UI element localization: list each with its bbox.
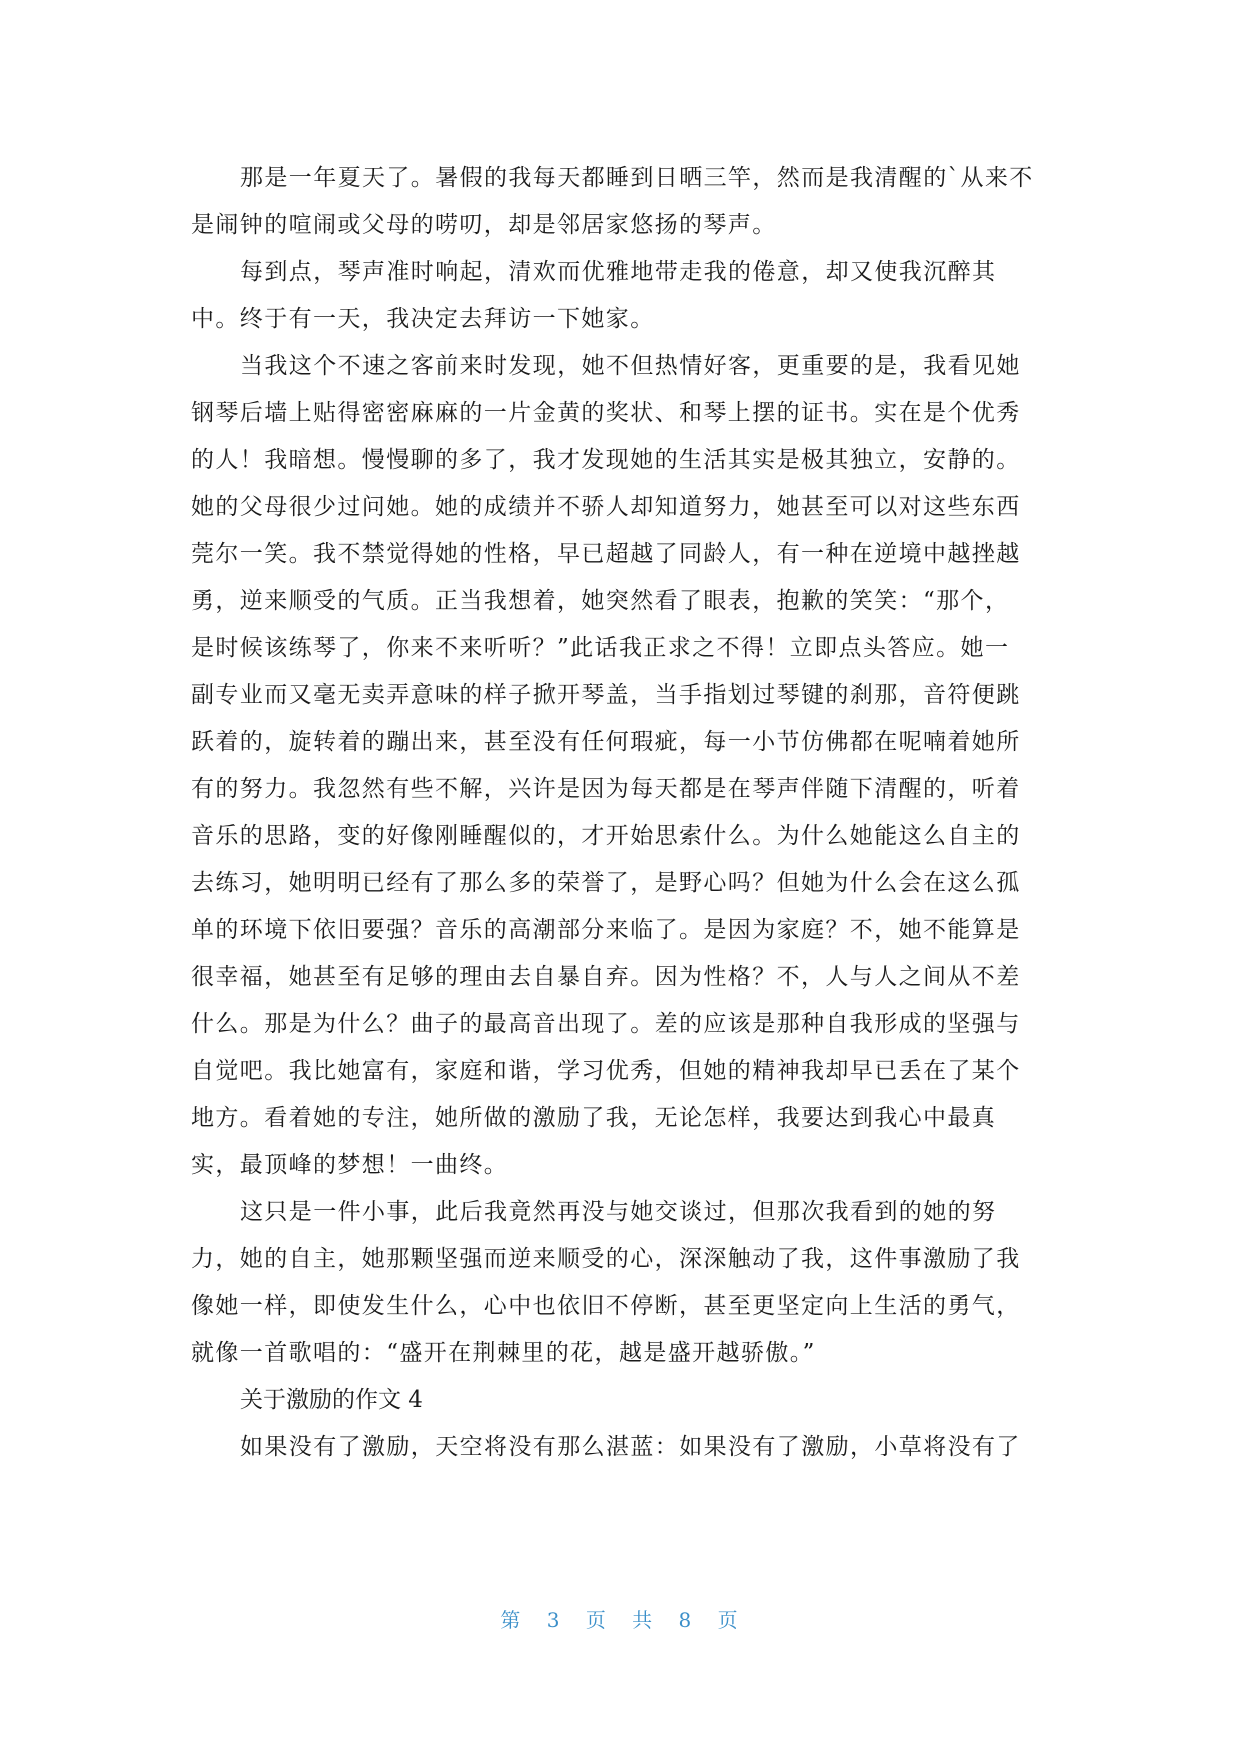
paragraph-line: 如果没有了激励，天空将没有那么湛蓝：如果没有了激励，小草将没有了	[240, 1434, 1021, 1460]
paragraph-line: 莞尔一笑。我不禁觉得她的性格，早已超越了同龄人，有一种在逆境中越挫越	[191, 541, 1021, 567]
paragraph-line: 很幸福，她甚至有足够的理由去自暴自弃。因为性格？不，人与人之间从不差	[191, 964, 1021, 990]
paragraph-line: 她的父母很少过问她。她的成绩并不骄人却知道努力，她甚至可以对这些东西	[191, 494, 1021, 520]
paragraph-line: 副专业而又毫无卖弄意味的样子掀开琴盖，当手指划过琴键的刹那，音符便跳	[191, 682, 1021, 708]
paragraph-line: 钢琴后墙上贴得密密麻麻的一片金黄的奖状、和琴上摆的证书。实在是个优秀	[191, 400, 1021, 426]
paragraph-line: 实，最顶峰的梦想！一曲终。	[191, 1152, 509, 1178]
document-body	[191, 155, 1061, 1471]
paragraph-line: 音乐的思路，变的好像刚睡醒似的，才开始思索什么。为什么她能这么自主的	[191, 823, 1021, 849]
paragraph-line: 去练习，她明明已经有了那么多的荣誉了，是野心吗？但她为什么会在这么孤	[191, 870, 1021, 896]
paragraph-line: 就像一首歌唱的：“盛开在荆棘里的花，越是盛开越骄傲。”	[191, 1340, 816, 1366]
paragraph-line: 力，她的自主，她那颗坚强而逆来顺受的心，深深触动了我，这件事激励了我	[191, 1246, 1021, 1272]
paragraph-line: 是闹钟的喧闹或父母的唠叨，却是邻居家悠扬的琴声。	[191, 212, 777, 238]
paragraph-line: 自觉吧。我比她富有，家庭和谐，学习优秀，但她的精神我却早已丢在了某个	[191, 1058, 1021, 1084]
paragraph-line: 勇，逆来顺受的气质。正当我想着，她突然看了眼表，抱歉的笑笑：“那个，	[191, 588, 1010, 614]
paragraph-line: 有的努力。我忽然有些不解，兴许是因为每天都是在琴声伴随下清醒的，听着	[191, 776, 1021, 802]
section-heading: 关于激励的作文 4	[240, 1387, 423, 1413]
paragraph-line: 像她一样，即使发生什么，心中也依旧不停断，甚至更坚定向上生活的勇气，	[191, 1293, 1021, 1319]
paragraph-line: 单的环境下依旧要强？音乐的高潮部分来临了。是因为家庭？不，她不能算是	[191, 917, 1021, 943]
paragraph-line: 当我这个不速之客前来时发现，她不但热情好客，更重要的是，我看见她	[240, 353, 1021, 379]
paragraph-line: 什么。那是为什么？曲子的最高音出现了。差的应该是那种自我形成的坚强与	[191, 1011, 1021, 1037]
paragraph-line: 这只是一件小事，此后我竟然再没与她交谈过，但那次我看到的她的努	[240, 1199, 997, 1225]
page-number-footer: 第 3 页 共 8 页	[500, 1608, 741, 1632]
paragraph-line: 地方。看着她的专注，她所做的激励了我，无论怎样，我要达到我心中最真	[191, 1105, 997, 1131]
paragraph-line: 每到点，琴声准时响起，清欢而优雅地带走我的倦意，却又使我沉醉其	[240, 259, 997, 285]
paragraph-line: 的人！我暗想。慢慢聊的多了，我才发现她的生活其实是极其独立，安静的。	[191, 447, 1021, 473]
paragraph-line: 那是一年夏天了。暑假的我每天都睡到日晒三竿，然而是我清醒的`从来不	[240, 165, 1034, 191]
paragraph-line: 跃着的，旋转着的蹦出来，甚至没有任何瑕疵，每一小节仿佛都在呢喃着她所	[191, 729, 1021, 755]
paragraph-line: 中。终于有一天，我决定去拜访一下她家。	[191, 306, 655, 332]
paragraph-line: 是时候该练琴了，你来不来听听？”此话我正求之不得！立即点头答应。她一	[191, 635, 1010, 661]
